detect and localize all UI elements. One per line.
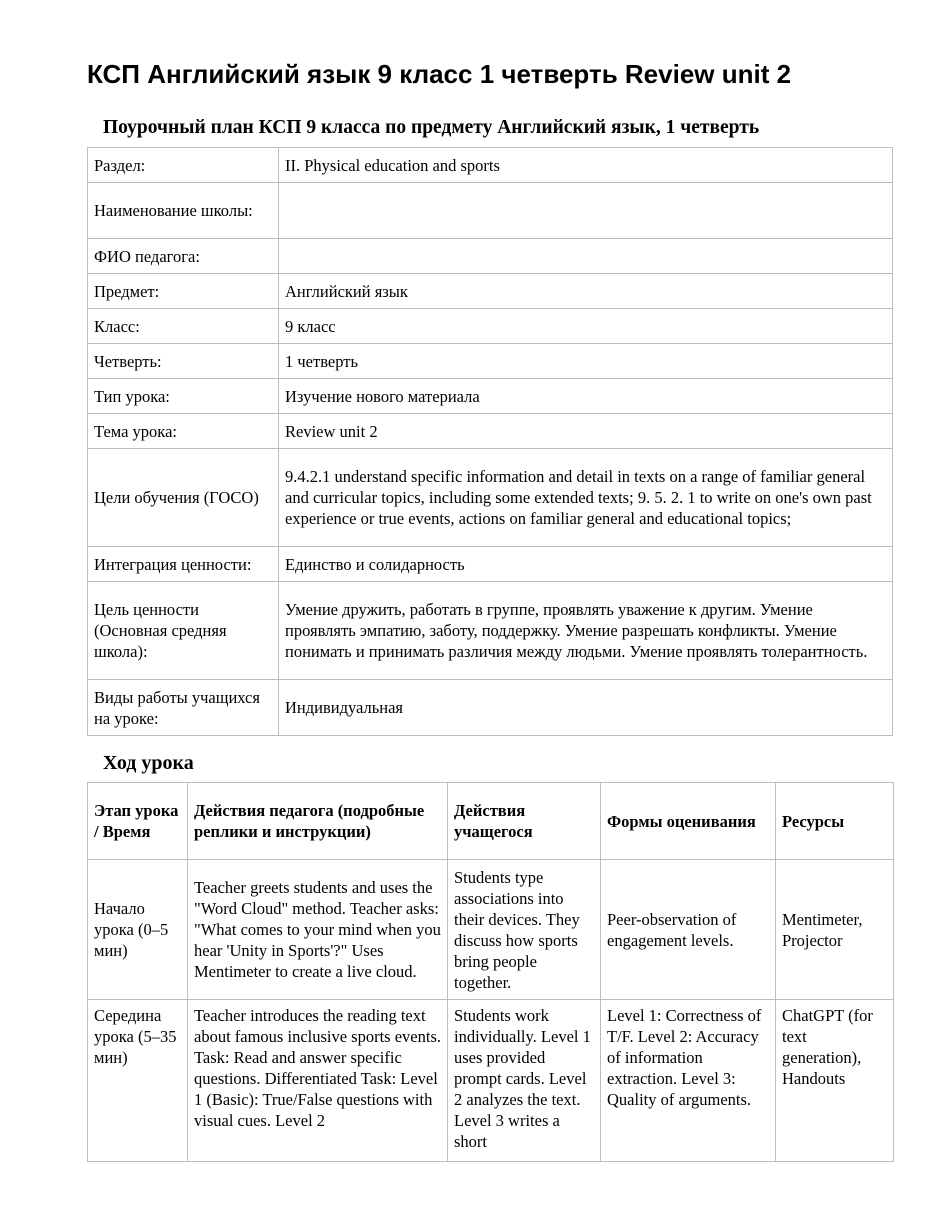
info-value: Умение дружить, работать в группе, проявлять уважение к другим. Умение проявлять эмпатию, заботу, поддержку. Умение разрешать конфликты. Умение понимать и принимать различия между людьми. Умение проявлять толерантность. xyxy=(279,582,893,680)
stage-cell: Середина урока (5–35 мин) xyxy=(88,1000,188,1162)
info-label: Наименование школы: xyxy=(88,183,279,239)
info-label: Тип урока: xyxy=(88,379,279,414)
info-value: Review unit 2 xyxy=(279,414,893,449)
info-value: Единство и солидарность xyxy=(279,547,893,582)
info-label: Виды работы учащихся на уроке: xyxy=(88,680,279,736)
info-row-school xyxy=(88,183,893,239)
column-header-stage: Этап урока / Время xyxy=(88,783,188,860)
info-value xyxy=(279,183,893,239)
column-header-resources: Ресурсы xyxy=(776,783,894,860)
info-label: ФИО педагога: xyxy=(88,239,279,274)
info-label: Раздел: xyxy=(88,148,279,183)
teacher-actions-cell: Teacher greets students and uses the "Word Cloud" method. Teacher asks: "What comes to your mind when you hear 'Unity in Sports'?" Uses Mentimeter to create a live cloud. xyxy=(188,860,448,1000)
info-label: Предмет: xyxy=(88,274,279,309)
info-row-value-integration xyxy=(88,547,893,582)
info-value: 1 четверть xyxy=(279,344,893,379)
table-row xyxy=(88,1000,894,1162)
info-value xyxy=(279,239,893,274)
info-value: Индивидуальная xyxy=(279,680,893,736)
table-row xyxy=(88,860,894,1000)
info-row-work-types xyxy=(88,680,893,736)
resources-cell: Mentimeter, Projector xyxy=(776,860,894,1000)
info-label: Четверть: xyxy=(88,344,279,379)
document-title: КСП Английский язык 9 класс 1 четверть Review unit 2 xyxy=(87,59,792,89)
lesson-progress-heading: Ход урока xyxy=(103,752,194,774)
info-value: Английский язык xyxy=(279,274,893,309)
info-row-section xyxy=(88,148,893,183)
info-value: 9 класс xyxy=(279,309,893,344)
lesson-header-row xyxy=(88,783,894,860)
assessment-cell: Peer-observation of engagement levels. xyxy=(601,860,776,1000)
lesson-progress-table xyxy=(87,782,894,1162)
info-value: 9.4.2.1 understand specific information and detail in texts on a range of familiar general and curricular topics, including some extended texts; 9. 5. 2. 1 to write on one's own past experience or true events, actions on familiar general and educational topics; xyxy=(279,449,893,547)
info-value: II. Physical education and sports xyxy=(279,148,893,183)
info-row-quarter xyxy=(88,344,893,379)
info-label: Тема урока: xyxy=(88,414,279,449)
resources-cell: ChatGPT (for text generation), Handouts xyxy=(776,1000,894,1162)
stage-cell: Начало урока (0–5 мин) xyxy=(88,860,188,1000)
info-label: Цель ценности (Основная средняя школа): xyxy=(88,582,279,680)
plan-subtitle: Поурочный план КСП 9 класса по предмету Английский язык, 1 четверть xyxy=(103,117,760,138)
info-label: Цели обучения (ГОСО) xyxy=(88,449,279,547)
student-actions-cell: Students work individually. Level 1 uses provided prompt cards. Level 2 analyzes the text. Level 3 writes a short xyxy=(448,1000,601,1162)
info-row-learning-objectives xyxy=(88,449,893,547)
info-row-subject xyxy=(88,274,893,309)
info-row-lesson-topic xyxy=(88,414,893,449)
column-header-student-actions: Действия учащегося xyxy=(448,783,601,860)
info-row-grade xyxy=(88,309,893,344)
info-label: Класс: xyxy=(88,309,279,344)
column-header-teacher-actions: Действия педагога (подробные реплики и инструкции) xyxy=(188,783,448,860)
info-row-teacher xyxy=(88,239,893,274)
assessment-cell: Level 1: Correctness of T/F. Level 2: Accuracy of information extraction. Level 3: Quality of arguments. xyxy=(601,1000,776,1162)
lesson-info-table xyxy=(87,147,893,736)
student-actions-cell: Students type associations into their devices. They discuss how sports bring people together. xyxy=(448,860,601,1000)
info-label: Интеграция ценности: xyxy=(88,547,279,582)
info-row-lesson-type xyxy=(88,379,893,414)
info-row-value-goal xyxy=(88,582,893,680)
teacher-actions-cell: Teacher introduces the reading text about famous inclusive sports events. Task: Read and answer specific questions. Differentiated Task: Level 1 (Basic): True/False questions with visual cues. Level 2 xyxy=(188,1000,448,1162)
column-header-assessment: Формы оценивания xyxy=(601,783,776,860)
info-value: Изучение нового материала xyxy=(279,379,893,414)
